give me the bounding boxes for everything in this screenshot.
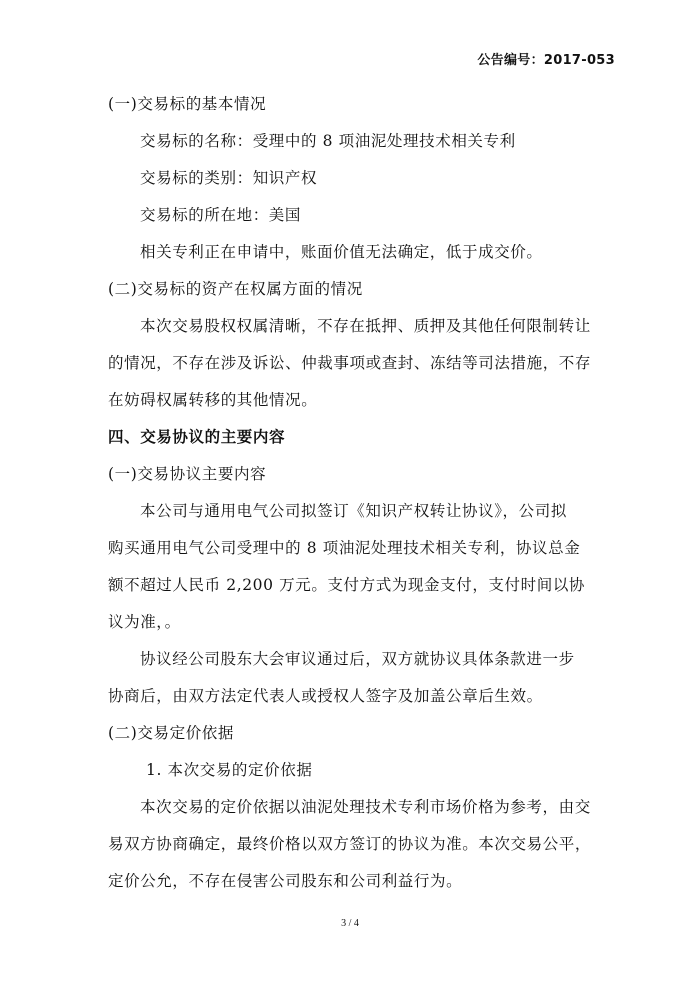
paragraph-line: 在妨碍权属转移的其他情况。 bbox=[108, 391, 318, 409]
paragraph-line: 相关专利正在申请中，账面价值无法确定，低于成交价。 bbox=[140, 243, 543, 261]
paragraph-line: 额不超过人民币 2,200 万元。支付方式为现金支付，支付时间以协 bbox=[108, 576, 586, 594]
paragraph-line: 定价公允，不存在侵害公司股东和公司利益行为。 bbox=[108, 872, 463, 890]
paragraph-line: 协议经公司股东大会审议通过后，双方就协议具体条款进一步 bbox=[140, 650, 575, 668]
paragraph-line: 交易标的所在地：美国 bbox=[140, 206, 302, 224]
section-heading: (二)交易标的资产在权属方面的情况 bbox=[108, 280, 363, 298]
paragraph-line: 本公司与通用电气公司拟签订《知识产权转让协议》，公司拟 bbox=[140, 502, 567, 520]
announcement-number: 公告编号：2017-053 bbox=[477, 53, 615, 68]
section-heading: (一)交易协议主要内容 bbox=[108, 465, 267, 483]
paragraph-line: 交易标的名称：受理中的 8 项油泥处理技术相关专利 bbox=[140, 132, 516, 150]
paragraph-line: 的情况，不存在涉及诉讼、仲裁事项或查封、冻结等司法措施，不存 bbox=[108, 354, 592, 372]
section-heading: (二)交易定价依据 bbox=[108, 724, 234, 742]
paragraph-line: 本次交易的定价依据以油泥处理技术专利市场价格为参考，由交 bbox=[140, 798, 591, 816]
chapter-heading: 四、交易协议的主要内容 bbox=[108, 428, 286, 446]
paragraph-line: 协商后，由双方法定代表人或授权人签字及加盖公章后生效。 bbox=[108, 687, 543, 705]
paragraph-line: 议为准，。 bbox=[108, 613, 181, 631]
paragraph-line: 交易标的类别：知识产权 bbox=[140, 169, 318, 187]
paragraph-line: 购买通用电气公司受理中的 8 项油泥处理技术相关专利，协议总金 bbox=[108, 539, 581, 557]
paragraph-line: 本次交易股权权属清晰，不存在抵押、质押及其他任何限制转让 bbox=[140, 317, 591, 335]
paragraph-line: 易双方协商确定，最终价格以双方签订的协议为准。本次交易公平， bbox=[108, 835, 592, 853]
subsection-heading: 1. 本次交易的定价依据 bbox=[146, 761, 313, 779]
page-number: 3 / 4 bbox=[341, 918, 359, 929]
section-heading: (一)交易标的基本情况 bbox=[108, 95, 267, 113]
